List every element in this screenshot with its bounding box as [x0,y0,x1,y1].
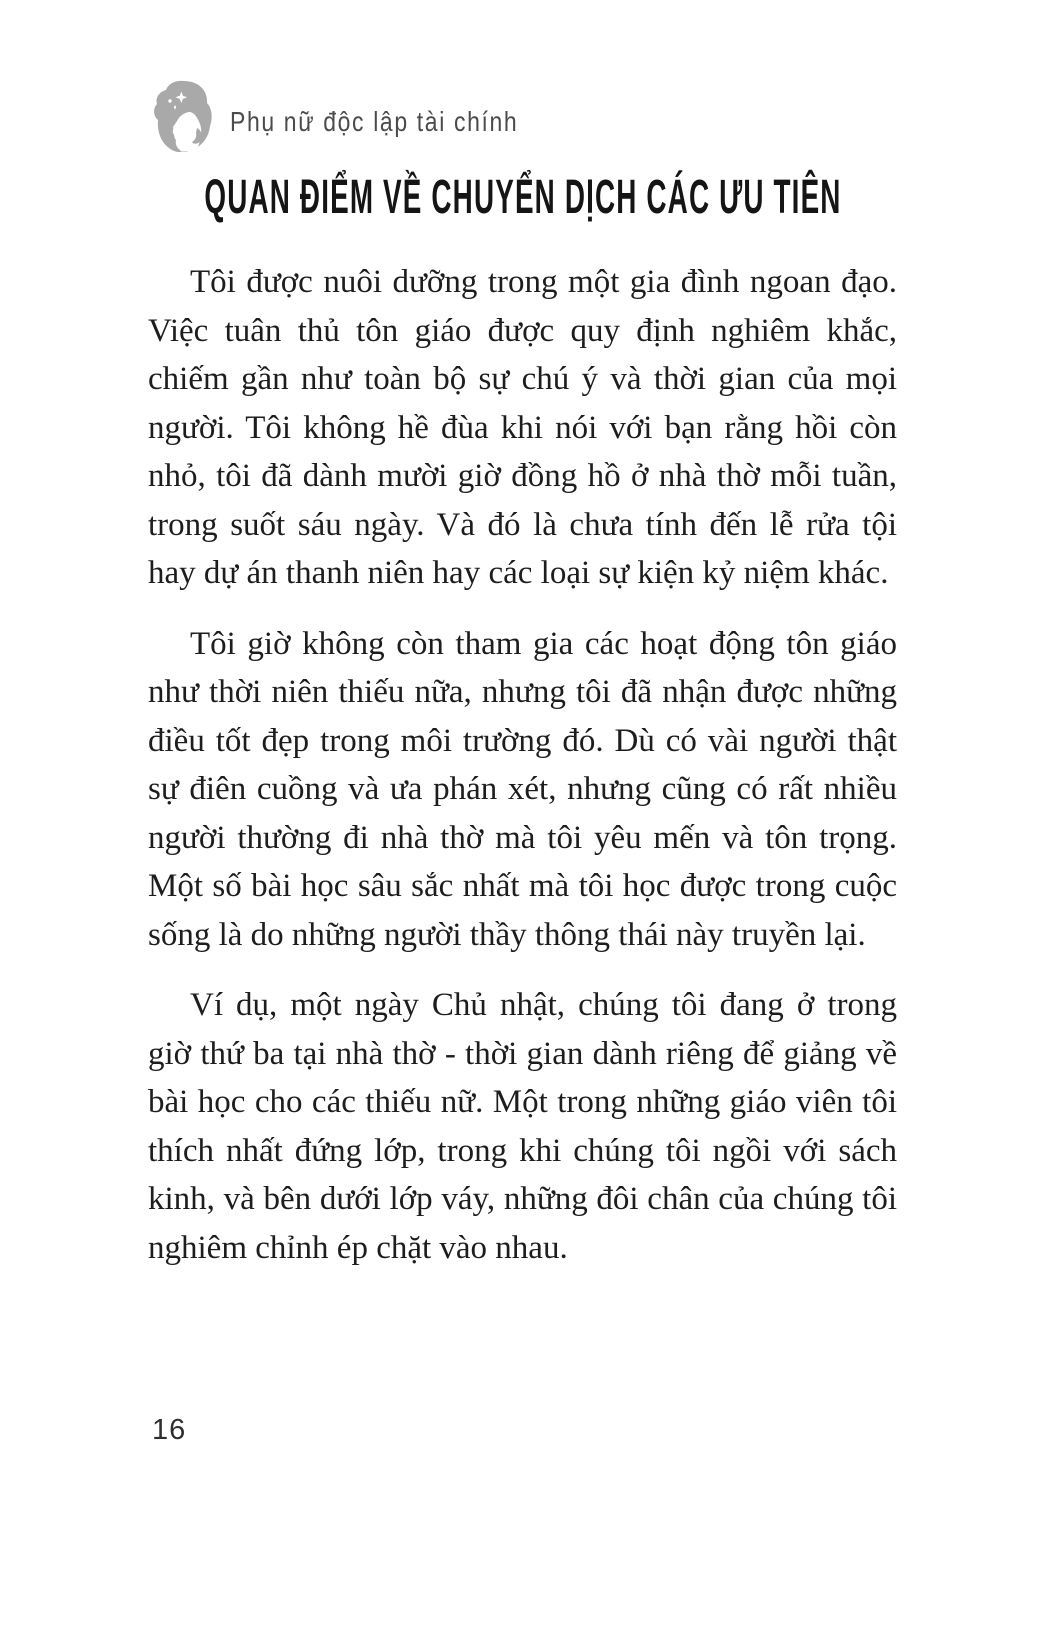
paragraph-1: Tôi được nuôi dưỡng trong một gia đình ngoan đạo. Việc tuân thủ tôn giáo được quy định nghiêm khắc, chiếm gần như toàn bộ sự chú ý và thời gian của mọi người. Tôi không hề đùa khi nói với bạn rằng hồi còn nhỏ, tôi đã dành mười giờ đồng hồ ở nhà thờ mỗi tuần, trong suốt sáu ngày. Và đó là chưa tính đến lễ rửa tội hay dự án thanh niên hay các loại sự kiện kỷ niệm khác. [148,264,897,591]
paragraph-3: Ví dụ, một ngày Chủ nhật, chúng tôi đang ở trong giờ thứ ba tại nhà thờ - thời gian dành riêng để giảng về bài học cho các thiếu nữ. Một trong những giáo viên tôi thích nhất đứng lớp, trong khi chúng tôi ngồi với sách kinh, và bên dưới lớp váy, những đôi chân của chúng tôi nghiêm chỉnh ép chặt vào nhau. [148,987,897,1266]
running-title: Phụ nữ độc lập tài chính [230,106,519,137]
paragraph-2: Tôi giờ không còn tham gia các hoạt động tôn giáo như thời niên thiếu nữa, nhưng tôi đã nhận được những điều tốt đẹp trong môi trường đó. Dù có vài người thật sự điên cuồng và ưa phán xét, nhưng cũng có rất nhiều người thường đi nhà thờ mà tôi yêu mến và tôn trọng. Một số bài học sâu sắc nhất mà tôi học được trong cuộc sống là do những người thầy thông thái này truyền lại. [148,625,897,953]
woman-profile-sparkles-logo-icon [153,80,215,152]
chapter-title-text: QUAN ĐIỂM VỀ CHUYỂN DỊCH CÁC ƯU TIÊN [203,171,842,224]
chapter-body [148,258,897,1294]
page-number: 16 [152,1414,187,1446]
chapter-title [148,168,897,228]
page-header [0,0,1040,170]
